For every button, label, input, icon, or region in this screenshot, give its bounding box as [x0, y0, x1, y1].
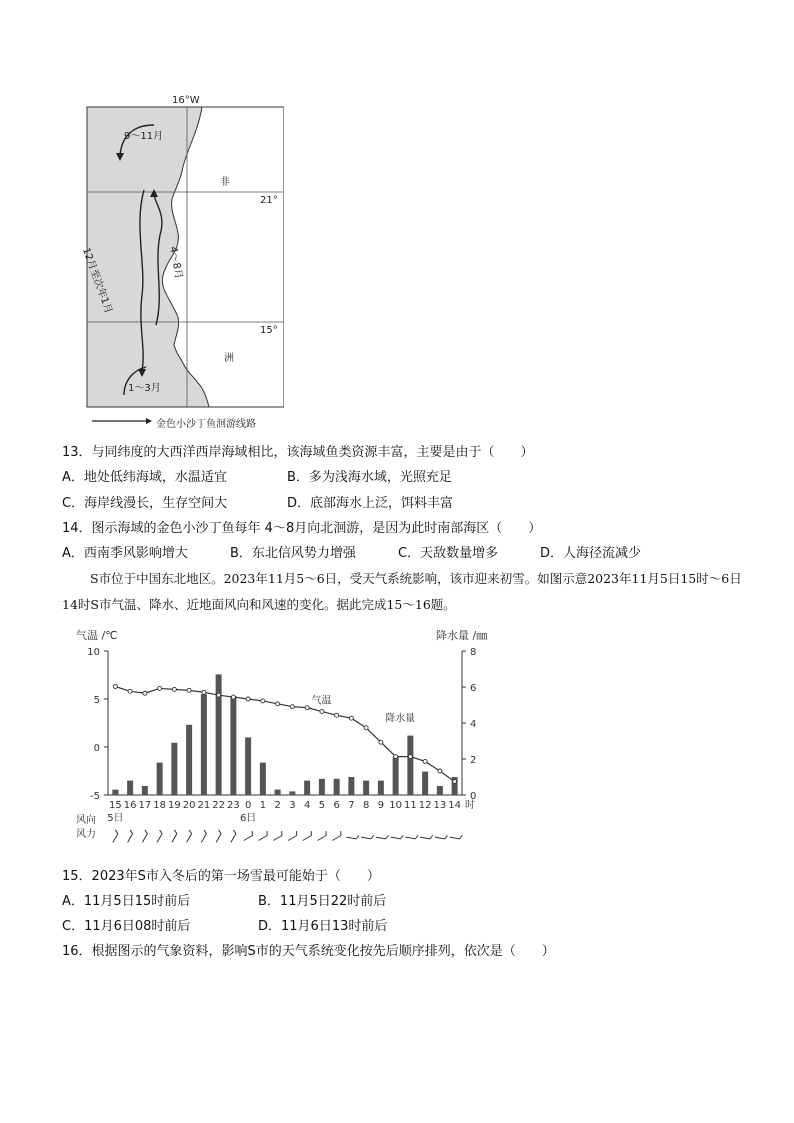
temp-point	[276, 702, 280, 706]
hour-unit-label: 时	[465, 800, 475, 811]
q13-option-d[interactable]: D．底部海水上泛，饵料丰富	[287, 496, 454, 511]
precip-bar	[245, 737, 251, 795]
temp-point	[423, 759, 427, 763]
temp-point	[143, 691, 147, 695]
hour-tick-label: 0	[244, 800, 252, 811]
temp-point	[349, 716, 353, 720]
precip-bar	[378, 781, 384, 795]
precip-bar	[319, 779, 325, 795]
hour-tick-label: 23	[227, 800, 240, 811]
migration-map	[79, 95, 284, 430]
temp-point	[335, 713, 339, 717]
temp-point	[202, 690, 206, 694]
hour-tick-label: 1	[259, 800, 267, 811]
temp-point	[231, 695, 235, 699]
precip-bar	[334, 779, 340, 795]
wind-barb	[330, 831, 342, 840]
precip-bar	[201, 694, 207, 795]
continent-label-top: 非	[220, 177, 230, 188]
precip-bar	[363, 781, 369, 795]
temp-point	[364, 726, 368, 730]
temp-point	[290, 705, 294, 709]
wind-barb	[154, 830, 163, 842]
lat-21-label: 21°	[260, 195, 278, 206]
precip-bar	[230, 696, 236, 795]
lat-15-label: 15°	[260, 325, 278, 336]
wind-label-direction: 风向	[76, 815, 96, 826]
day-label-6: 6日	[239, 813, 257, 824]
route-label-apr-aug: 4～8月	[167, 245, 184, 280]
precip-bar	[142, 786, 148, 795]
route-label-dec-jan: 12月至次年1月	[79, 246, 114, 316]
hour-tick-label: 8	[362, 800, 370, 811]
lon-label: 16°W	[172, 95, 200, 106]
precip-bar	[260, 763, 266, 795]
q15-option-a[interactable]: A．11月5日15时前后	[62, 894, 191, 909]
precip-bar	[407, 736, 413, 795]
hour-tick-label: 10	[389, 800, 402, 811]
hour-tick-label: 17	[138, 800, 152, 811]
left-tick-label: 5	[93, 695, 100, 706]
temp-point	[128, 689, 132, 693]
q15-option-b[interactable]: B．11月5日22时前后	[258, 894, 387, 909]
temp-point	[305, 706, 309, 710]
precip-bar	[112, 790, 118, 795]
precip-bar	[127, 781, 133, 795]
q13-option-a[interactable]: A．地处低纬海域，水温适宜	[62, 470, 227, 485]
right-tick-label: 4	[470, 719, 477, 730]
hour-tick-label: 18	[153, 800, 166, 811]
wind-barb	[391, 833, 404, 839]
wind-label-force: 风力	[76, 829, 96, 840]
hour-tick-label: 12	[418, 800, 432, 811]
precip-bar	[304, 781, 310, 795]
q13-stem: 13．与同纬度的大西洋西岸海域相比，该海域鱼类资源丰富，主要是由于（ ）	[62, 445, 534, 460]
wind-barb	[346, 833, 359, 839]
wind-barb	[257, 831, 269, 840]
hour-tick-label: 14	[448, 800, 461, 811]
hour-tick-label: 9	[377, 800, 385, 811]
wind-barb	[450, 833, 463, 839]
q14-option-a[interactable]: A．西南季风影响增大	[62, 546, 188, 561]
temp-point	[261, 699, 265, 703]
weather-chart	[70, 625, 510, 850]
wind-barb	[227, 830, 236, 842]
precip-bar	[393, 757, 399, 795]
continent-label-bottom: 洲	[224, 353, 234, 364]
temp-point	[394, 755, 398, 759]
q14-option-b[interactable]: B．东北信风势力增强	[230, 546, 356, 561]
hour-tick-label: 11	[404, 800, 417, 811]
left-axis-title: 气温 /℃	[76, 629, 118, 642]
wind-barb	[139, 830, 148, 842]
weather-chart-svg	[70, 625, 510, 850]
right-tick-label: 8	[470, 647, 477, 658]
hour-tick-label: 15	[109, 800, 122, 811]
temp-point	[453, 780, 457, 784]
legend-arrow-head	[146, 418, 152, 424]
precip-bar	[216, 674, 222, 795]
wind-barb	[213, 830, 222, 842]
temp-point	[379, 740, 383, 744]
wind-barb	[435, 833, 448, 839]
hour-tick-label: 6	[333, 800, 340, 811]
wind-barb	[124, 830, 133, 842]
hour-tick-label: 4	[303, 800, 311, 811]
temp-series-label: 气温	[311, 695, 332, 707]
q13-option-c[interactable]: C．海岸线漫长，生存空间大	[62, 496, 228, 511]
wind-barb	[271, 831, 283, 840]
temp-point	[113, 685, 117, 689]
q14-option-d[interactable]: D．人海径流减少	[540, 546, 642, 561]
left-tick-label: 0	[93, 743, 100, 754]
hour-tick-label: 2	[274, 800, 281, 811]
passage-text: S市位于中国东北地区。2023年11月5～6日，受天气系统影响，该市迎来初雪。如图示意2023年11月5日15时～6日14时S市气温、降水、近地面风向和风速的变化。据此完成15～16题。	[62, 571, 742, 612]
right-axis-title: 降水量 /㎜	[436, 629, 488, 642]
precip-bar	[157, 763, 163, 795]
hour-tick-label: 21	[197, 800, 211, 811]
q14-option-c[interactable]: C．天敌数量增多	[398, 546, 499, 561]
temp-point	[217, 693, 221, 697]
wind-barb	[376, 833, 389, 839]
day-label-5: 5日	[107, 813, 124, 824]
hour-tick-label: 5	[318, 800, 326, 811]
left-tick-label: 10	[87, 647, 100, 658]
right-tick-label: 2	[470, 755, 477, 766]
hour-tick-label: 22	[212, 800, 225, 811]
q14-stem: 14．图示海域的金色小沙丁鱼每年 4～8月向北洄游，是因为此时南部海区（ ）	[62, 521, 542, 536]
wind-barb	[405, 833, 418, 839]
q15-stem: 15．2023年S市入冬后的第一场雪最可能始于（ ）	[62, 869, 380, 884]
precip-bar	[275, 790, 281, 795]
wind-barb	[420, 833, 433, 839]
wind-barb	[301, 831, 313, 840]
hour-tick-label: 16	[123, 800, 137, 811]
hour-tick-label: 20	[182, 800, 196, 811]
right-tick-label: 6	[470, 683, 477, 694]
wind-barb	[183, 830, 192, 842]
temp-point	[408, 755, 412, 759]
left-tick-label: -5	[90, 791, 100, 802]
precip-bar	[437, 786, 443, 795]
wind-barb	[361, 833, 374, 839]
hour-tick-label: 19	[168, 800, 181, 811]
temp-point	[172, 687, 176, 691]
precip-bar	[348, 777, 354, 795]
wind-barb	[286, 831, 298, 840]
right-tick-label: 0	[470, 791, 477, 802]
temp-line	[115, 687, 454, 782]
q16-stem: 16．根据图示的气象资料，影响S市的天气系统变化按先后顺序排列，依次是（ ）	[62, 944, 555, 959]
q15-option-c[interactable]: C．11月6日08时前后	[62, 919, 191, 934]
precip-bar	[422, 772, 428, 795]
wind-barb	[316, 831, 328, 840]
temp-point	[246, 697, 250, 701]
temp-point	[320, 709, 324, 713]
wind-barb	[242, 831, 254, 840]
wind-barb	[168, 830, 177, 842]
precip-bar	[186, 725, 192, 795]
hour-tick-label: 3	[289, 800, 296, 811]
temp-point	[187, 688, 191, 692]
wind-barb	[109, 830, 118, 842]
wind-barb	[198, 830, 207, 842]
precip-bar	[171, 743, 177, 795]
hour-tick-label: 13	[433, 800, 447, 811]
temp-point	[158, 686, 162, 690]
precip-bar	[289, 791, 295, 795]
temp-point	[438, 769, 442, 773]
q13-option-b[interactable]: B．多为浅海水域，光照充足	[287, 470, 452, 485]
map-legend-label: 金色小沙丁鱼洄游线路	[156, 419, 256, 430]
route-label-sep-nov: 9～11月	[124, 131, 164, 142]
precip-series-label: 降水量	[385, 713, 416, 725]
hour-tick-label: 7	[348, 800, 355, 811]
route-label-jan-mar: 1～3月	[128, 383, 161, 394]
q15-option-d[interactable]: D．11月6日13时前后	[258, 919, 388, 934]
